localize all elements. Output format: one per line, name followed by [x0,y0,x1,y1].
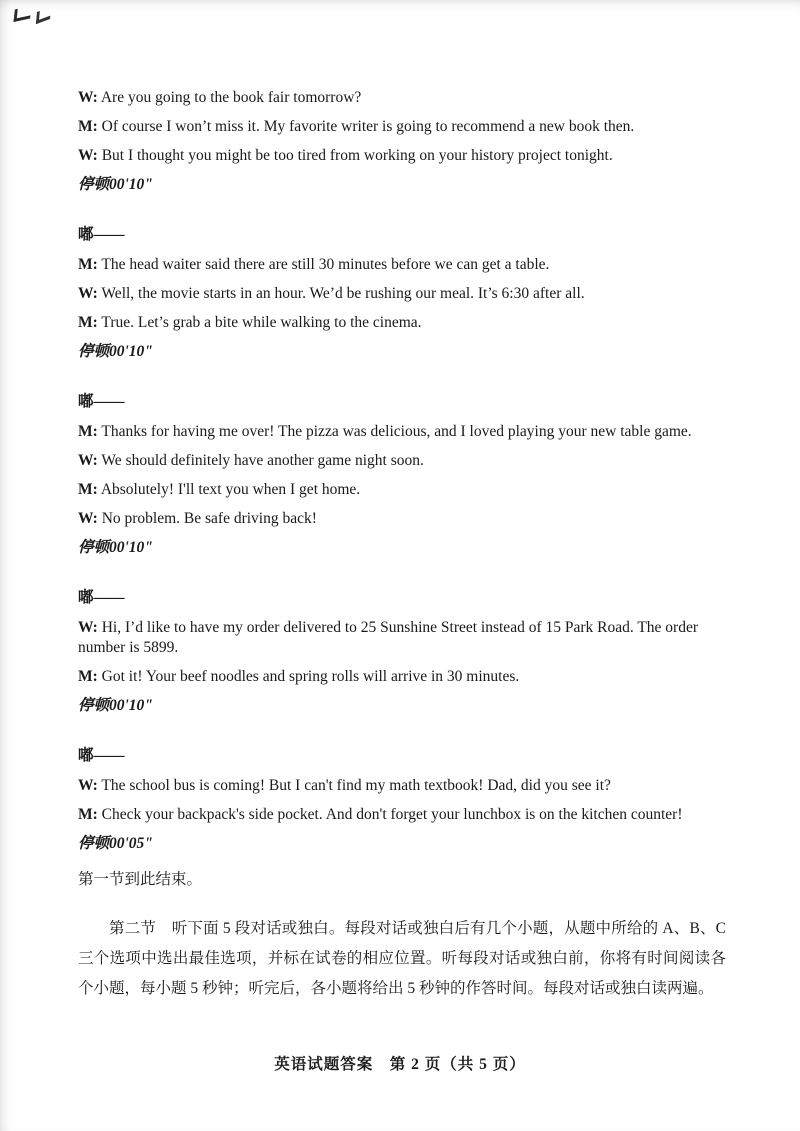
dialogue-text: True. Let’s grab a bite while walking to the cinema. [101,314,422,331]
beep-marker: 嘟—— [78,393,125,410]
page-footer [0,1052,800,1074]
speaker-label: M: [78,423,98,440]
dialogue-text: Absolutely! I'll text you when I get home. [100,481,361,498]
pause-marker: 停顿00'05" [78,835,153,852]
pause-marker: 停顿00'10" [78,539,153,556]
dialogue-line [78,480,726,500]
dialogue-text: But I thought you might be too tired from working on your history project tonight. [101,147,613,164]
dialogue-line [78,776,726,796]
dialogue-line [78,422,726,442]
section-two-instructions: 第二节 听下面 5 段对话或独白。每段对话或独白后有几个小题，从题中所给的 A、B、C 三个选项中选出最佳选项，并标在试卷的相应位置。听每段对话或独白前，你将有时间阅读各个小题，每小题 5 秒钟；听完后，各小题将给出 5 秒钟的作答时间。每段对话或独白读两遍。 [78,920,726,997]
dialogue-text: The head waiter said there are still 30 minutes before we can get a table. [101,256,550,273]
speaker-label: W: [78,452,98,469]
speaker-label: M: [78,118,98,135]
beep-marker: 嘟—— [78,226,125,243]
listening-transcript [78,88,726,854]
speaker-label: W: [78,510,98,527]
dialogue-text: Check your backpack's side pocket. And don't forget your lunchbox is on the kitchen counter! [101,806,683,823]
section-one-end-note: 第一节到此结束。 [78,871,203,888]
scan-artifact-mark [14,6,32,22]
scan-artifact-mark [36,7,51,24]
speaker-label: M: [78,256,98,273]
pause-marker: 停顿00'10" [78,176,153,193]
speaker-label: M: [78,481,98,498]
speaker-label: M: [78,668,98,685]
dialogue-text: No problem. Be safe driving back! [101,510,317,527]
dialogue-text: Of course I won’t miss it. My favorite writer is going to recommend a new book then. [101,118,635,135]
footer-text: 英语试题答案 第 2 页（共 5 页） [274,1056,526,1073]
speaker-label: W: [78,619,98,636]
speaker-label: W: [78,285,98,302]
beep-marker: 嘟—— [78,747,125,764]
speaker-label: W: [78,147,98,164]
dialogue-line [78,667,726,687]
dialogue-line [78,284,726,304]
page-content [78,88,726,1004]
dialogue-line [78,509,726,529]
speaker-label: W: [78,777,98,794]
dialogue-text: We should definitely have another game night soon. [101,452,424,469]
speaker-label: M: [78,806,98,823]
dialogue-text: Got it! Your beef noodles and spring rolls will arrive in 30 minutes. [101,668,520,685]
dialogue-line [78,805,726,825]
dialogue-text: Well, the movie starts in an hour. We’d be rushing our meal. It’s 6:30 after all. [101,285,585,302]
speaker-label: M: [78,314,98,331]
dialogue-line [78,146,726,166]
dialogue-line [78,117,726,137]
dialogue-text: Thanks for having me over! The pizza was delicious, and I loved playing your new table game. [101,423,692,440]
dialogue-line [78,88,726,108]
dialogue-text: Are you going to the book fair tomorrow? [100,89,362,106]
dialogue-line [78,618,726,658]
dialogue-text: The school bus is coming! But I can't find my math textbook! Dad, did you see it? [101,777,611,794]
dialogue-line [78,313,726,333]
pause-marker: 停顿00'10" [78,343,153,360]
speaker-label: W: [78,89,98,106]
pause-marker: 停顿00'10" [78,697,153,714]
dialogue-line [78,255,726,275]
dialogue-text: Hi, I’d like to have my order delivered to 25 Sunshine Street instead of 15 Park Road. The order number is 5899. [78,619,699,656]
beep-marker: 嘟—— [78,589,125,606]
dialogue-line [78,451,726,471]
